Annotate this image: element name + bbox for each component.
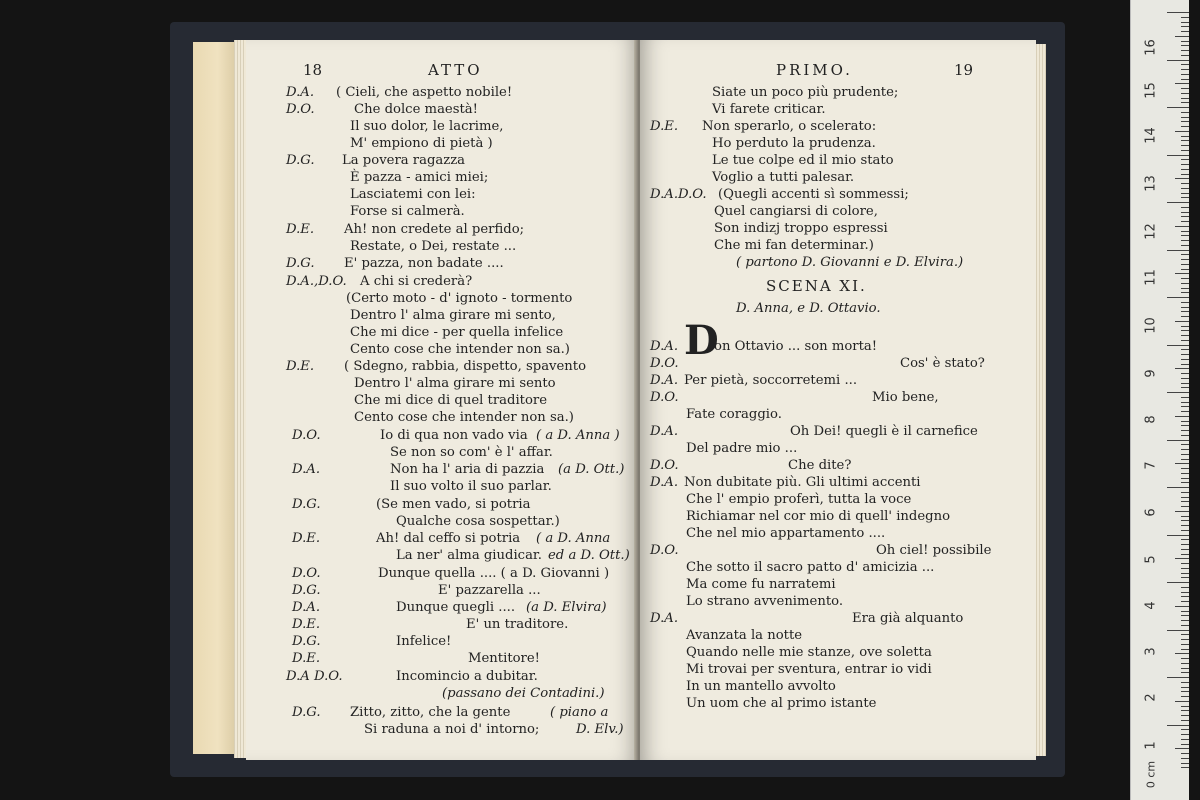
page-stack-left	[234, 40, 246, 758]
ruler-tick	[1181, 359, 1189, 360]
verse-line: (Quegli accenti sì sommessi;	[718, 187, 909, 202]
ruler-tick	[1181, 729, 1189, 730]
ruler-tick	[1181, 216, 1189, 217]
speaker: D.A D.O.	[286, 669, 343, 684]
speaker: D.O.	[650, 458, 679, 473]
ruler-tick	[1175, 321, 1189, 322]
verse-line: Il suo dolor, le lacrime,	[350, 119, 504, 134]
speaker: D.O.	[650, 356, 679, 371]
ruler-tick	[1181, 174, 1189, 175]
ruler-tick	[1181, 658, 1189, 659]
verse-line: Non ha l' aria di pazzia	[390, 462, 545, 477]
ruler-tick	[1181, 411, 1189, 412]
ruler-tick	[1181, 26, 1189, 27]
speaker: D.O.	[650, 390, 679, 405]
verse-line: La ner' alma giudicar.	[396, 548, 542, 563]
ruler-tick	[1181, 22, 1189, 23]
ruler-tick	[1181, 444, 1189, 445]
ruler-tick	[1181, 516, 1189, 517]
ruler-number: 5	[1143, 555, 1159, 564]
ruler-number: 3	[1143, 647, 1159, 656]
verse-line: Che dolce maestà!	[354, 102, 478, 117]
speaker: D.A.	[650, 339, 679, 354]
ruler-tick	[1181, 136, 1189, 137]
ruler-tick	[1181, 435, 1189, 436]
speaker: D.G.	[292, 634, 321, 649]
verse-line: Quel cangiarsi di colore,	[714, 204, 878, 219]
verse-line: Un uom che al primo istante	[686, 696, 877, 711]
ruler-tick	[1175, 36, 1189, 37]
ruler-tick	[1181, 549, 1189, 550]
ruler-number: 13	[1143, 175, 1159, 192]
ruler-tick	[1181, 706, 1189, 707]
verse-line: Oh Dei! quegli è il carnefice	[790, 424, 978, 439]
right-page	[640, 40, 1036, 760]
ruler-tick	[1181, 577, 1189, 578]
verse-line: In un mantello avvolto	[686, 679, 836, 694]
ruler-tick	[1175, 226, 1189, 227]
stage-direction: ( partono D. Giovanni e D. Elvira.)	[736, 255, 964, 270]
ruler-tick	[1181, 539, 1189, 540]
ruler-tick	[1181, 373, 1189, 374]
ruler-tick	[1181, 696, 1189, 697]
left-page	[246, 40, 638, 760]
verse-line: E' pazzarella ...	[438, 583, 541, 598]
ruler-tick	[1181, 193, 1189, 194]
ruler-number: 8	[1143, 415, 1159, 424]
speaker: D.G.	[286, 153, 315, 168]
verse-line: (Se men vado, si potria	[376, 497, 531, 512]
verse-line: Le tue colpe ed il mio stato	[712, 153, 894, 168]
ruler-tick	[1181, 649, 1189, 650]
ruler-number: 10	[1143, 317, 1159, 334]
ruler-tick	[1181, 159, 1189, 160]
ruler-tick	[1181, 544, 1189, 545]
ruler-tick	[1181, 644, 1189, 645]
ruler-tick	[1167, 392, 1189, 393]
ruler-tick	[1167, 250, 1189, 251]
verse-line: Infelice!	[396, 634, 452, 649]
ruler-tick	[1181, 254, 1189, 255]
ruler-tick	[1181, 93, 1189, 94]
ruler-tick	[1181, 102, 1189, 103]
verse-line: Mio bene,	[872, 390, 939, 405]
ruler-tick	[1167, 725, 1189, 726]
ruler-tick	[1181, 64, 1189, 65]
ruler-tick	[1175, 511, 1189, 512]
verse-line: Richiamar nel cor mio di quell' indegno	[686, 509, 951, 524]
ruler-tick	[1181, 478, 1189, 479]
verse-line: La povera ragazza	[342, 153, 466, 168]
stage-direction: D. Elv.)	[576, 722, 624, 737]
verse-line: Incomincio a dubitar.	[396, 669, 538, 684]
ruler-tick	[1181, 402, 1189, 403]
ruler-tick	[1181, 387, 1189, 388]
ruler-tick	[1181, 497, 1189, 498]
ruler-tick	[1181, 734, 1189, 735]
verse-line: Che mi dice - per quella infelice	[350, 325, 564, 340]
verse-line: Qualche cosa sospettar.)	[396, 514, 560, 529]
ruler-tick	[1181, 639, 1189, 640]
ruler-tick	[1181, 354, 1189, 355]
ruler-tick	[1181, 245, 1189, 246]
ruler-tick	[1181, 126, 1189, 127]
ruler-tick	[1181, 164, 1189, 165]
verse-line: Si raduna a noi d' intorno;	[364, 722, 540, 737]
ruler-tick	[1181, 715, 1189, 716]
ruler-tick	[1181, 672, 1189, 673]
speaker: D.A.	[286, 85, 315, 100]
ruler-tick	[1181, 207, 1189, 208]
ruler-tick	[1175, 178, 1189, 179]
ruler-tick	[1175, 368, 1189, 369]
ruler-tick	[1181, 283, 1189, 284]
ruler-tick	[1181, 739, 1189, 740]
verse-line: Oh ciel! possibile	[876, 543, 992, 558]
verse-line: Lasciatemi con lei:	[350, 187, 476, 202]
ruler-tick	[1181, 311, 1189, 312]
verse-line: Zitto, zitto, che la gente	[350, 705, 511, 720]
ruler-tick	[1181, 121, 1189, 122]
speaker: D.A.	[650, 424, 679, 439]
ruler-tick	[1181, 620, 1189, 621]
left-page-number: 18	[303, 61, 323, 79]
ruler-tick	[1181, 682, 1189, 683]
ruler-tick	[1181, 169, 1189, 170]
ruler-tick	[1181, 449, 1189, 450]
ruler-tick	[1167, 107, 1189, 108]
ruler-number: 1	[1143, 741, 1159, 750]
ruler-tick	[1181, 50, 1189, 51]
verse-line: Fate coraggio.	[686, 407, 782, 422]
ruler-tick	[1181, 563, 1189, 564]
verse-line: Se non so com' è l' affar.	[390, 445, 553, 460]
ruler-tick	[1181, 17, 1189, 18]
ruler-unit-label: 0 cm	[1144, 760, 1158, 789]
verse-line: Cos' è stato?	[900, 356, 985, 371]
verse-line: Siate un poco più prudente;	[712, 85, 899, 100]
verse-line: M' empiono di pietà )	[350, 136, 493, 151]
ruler-tick	[1181, 573, 1189, 574]
verse-line: Io di qua non vado via	[380, 428, 528, 443]
ruler-tick	[1181, 269, 1189, 270]
ruler-tick	[1181, 611, 1189, 612]
ruler-tick	[1181, 150, 1189, 151]
verse-line: Cento cose che intender non sa.)	[350, 342, 570, 357]
ruler-tick	[1181, 330, 1189, 331]
ruler-tick	[1181, 364, 1189, 365]
ruler-tick	[1181, 421, 1189, 422]
stage-direction: (a D. Elvira)	[526, 600, 607, 615]
ruler-tick	[1181, 506, 1189, 507]
ruler-tick	[1181, 288, 1189, 289]
speaker: D.E.	[650, 119, 679, 134]
speaker: D.A.D.O.	[650, 187, 707, 202]
verse-line: Del padre mio ...	[686, 441, 798, 456]
ruler-tick	[1181, 188, 1189, 189]
ruler-tick	[1181, 482, 1189, 483]
ruler-tick	[1181, 340, 1189, 341]
ruler-tick	[1181, 596, 1189, 597]
ruler-tick	[1181, 302, 1189, 303]
ruler-tick	[1181, 221, 1189, 222]
verse-line: ( Sdegno, rabbia, dispetto, spavento	[344, 359, 587, 374]
verse-line: Cento cose che intender non sa.)	[354, 410, 574, 425]
verse-line: E' un traditore.	[466, 617, 569, 632]
ruler-tick	[1181, 112, 1189, 113]
verse-line: Ma come fu narratemi	[686, 577, 836, 592]
speaker: D.O.	[286, 102, 315, 117]
speaker: D.A.	[650, 475, 679, 490]
ruler-tick	[1167, 60, 1189, 61]
verse-line: on Ottavio ... son morta!	[714, 339, 878, 354]
verse-line: A chi si crederà?	[360, 274, 473, 289]
ruler-tick	[1181, 473, 1189, 474]
ruler-tick	[1181, 183, 1189, 184]
ruler-tick	[1181, 335, 1189, 336]
ruler-tick	[1167, 345, 1189, 346]
ruler-tick	[1181, 687, 1189, 688]
verse-line: Dentro l' alma girare mi sento,	[350, 308, 556, 323]
verse-line: Dunque quella .... ( a D. Giovanni )	[378, 566, 610, 581]
ruler-tick	[1181, 212, 1189, 213]
speaker: D.A.	[292, 600, 321, 615]
ruler-tick	[1181, 326, 1189, 327]
verse-line: Non dubitate più. Gli ultimi accenti	[684, 475, 921, 490]
speaker: D.E.	[286, 222, 315, 237]
ruler-tick	[1181, 454, 1189, 455]
ruler-tick	[1175, 416, 1189, 417]
speaker: D.G.	[292, 583, 321, 598]
drop-capital: D	[684, 317, 719, 364]
ruler-tick	[1181, 492, 1189, 493]
ruler-tick	[1181, 459, 1189, 460]
verse-line: Lo strano avvenimento.	[686, 594, 844, 609]
ruler-tick	[1175, 131, 1189, 132]
right-running-head: PRIMO.	[776, 61, 853, 79]
ruler-tick	[1181, 530, 1189, 531]
verse-line: Forse si calmerà.	[350, 204, 465, 219]
ruler-number: 15	[1143, 82, 1159, 99]
speaker: D.G.	[292, 705, 321, 720]
ruler-tick	[1181, 668, 1189, 669]
ruler-tick	[1181, 140, 1189, 141]
verse-line: Che mi dice di quel traditore	[354, 393, 548, 408]
ruler-tick	[1181, 69, 1189, 70]
verse-line: E' pazza, non badate ....	[344, 256, 504, 271]
ruler-tick	[1175, 606, 1189, 607]
speaker: D.G.	[286, 256, 315, 271]
ruler-tick	[1181, 710, 1189, 711]
ruler-number: 2	[1143, 693, 1159, 702]
speaker: D.E.	[292, 617, 321, 632]
verse-line: Che mi fan determinar.)	[714, 238, 874, 253]
verse-line: Dunque quegli ....	[396, 600, 516, 615]
stage-direction: ( a D. Anna	[536, 531, 611, 546]
ruler-tick	[1181, 41, 1189, 42]
cover-edge	[193, 42, 238, 754]
ruler-tick	[1181, 292, 1189, 293]
ruler-tick	[1181, 601, 1189, 602]
ruler-tick	[1181, 587, 1189, 588]
speaker: D.E.	[292, 651, 321, 666]
ruler-tick	[1181, 430, 1189, 431]
ruler-tick	[1167, 582, 1189, 583]
speaker: D.A.,D.O.	[286, 274, 347, 289]
ruler-tick	[1167, 535, 1189, 536]
ruler-number: 14	[1143, 127, 1159, 144]
ruler-tick	[1167, 155, 1189, 156]
ruler-tick	[1181, 88, 1189, 89]
speaker: D.A.	[292, 462, 321, 477]
ruler-tick	[1181, 259, 1189, 260]
ruler-tick	[1167, 630, 1189, 631]
ruler-tick	[1181, 378, 1189, 379]
ruler-tick	[1181, 31, 1189, 32]
ruler-tick	[1181, 235, 1189, 236]
ruler-tick	[1181, 98, 1189, 99]
ruler-tick	[1181, 231, 1189, 232]
ruler-tick	[1181, 397, 1189, 398]
verse-line: Mentitore!	[468, 651, 540, 666]
ruler-tick	[1175, 83, 1189, 84]
verse-line: Che dite?	[788, 458, 852, 473]
verse-line: Che nel mio appartamento ....	[686, 526, 886, 541]
ruler-tick	[1181, 468, 1189, 469]
ruler-tick	[1181, 568, 1189, 569]
stage-direction: ( piano a	[550, 705, 609, 720]
measuring-ruler	[1130, 0, 1189, 800]
ruler-tick	[1175, 701, 1189, 702]
ruler-tick	[1181, 316, 1189, 317]
ruler-tick	[1181, 406, 1189, 407]
verse-line: Son indizj troppo espressi	[714, 221, 888, 236]
verse-line: Il suo volto il suo parlar.	[390, 479, 552, 494]
verse-line: ( Cieli, che aspetto nobile!	[336, 85, 513, 100]
ruler-tick	[1181, 744, 1189, 745]
ruler-tick	[1181, 197, 1189, 198]
verse-line: Ah! non credete al perfido;	[344, 222, 525, 237]
ruler-tick	[1181, 634, 1189, 635]
ruler-tick	[1181, 663, 1189, 664]
ruler-tick	[1181, 758, 1189, 759]
verse-line: Ho perduto la prudenza.	[712, 136, 876, 151]
speaker: D.E.	[286, 359, 315, 374]
ruler-tick	[1181, 554, 1189, 555]
speaker: D.G.	[292, 497, 321, 512]
ruler-tick	[1181, 767, 1189, 768]
ruler-tick	[1181, 79, 1189, 80]
ruler-tick	[1175, 748, 1189, 749]
ruler-tick	[1175, 558, 1189, 559]
ruler-tick	[1181, 520, 1189, 521]
ruler-tick	[1181, 383, 1189, 384]
ruler-tick	[1181, 763, 1189, 764]
ruler-tick	[1181, 74, 1189, 75]
ruler-tick	[1181, 307, 1189, 308]
verse-line: Per pietà, soccorretemi ...	[684, 373, 858, 388]
ruler-tick	[1167, 202, 1189, 203]
ruler-tick	[1181, 264, 1189, 265]
ruler-tick	[1167, 487, 1189, 488]
ruler-number: 7	[1143, 461, 1159, 470]
ruler-tick	[1181, 525, 1189, 526]
ruler-number: 11	[1143, 269, 1159, 286]
ruler-tick	[1181, 425, 1189, 426]
speaker: D.O.	[292, 566, 321, 581]
verse-line: Dentro l' alma girare mi sento	[354, 376, 556, 391]
left-running-head: ATTO	[428, 61, 483, 79]
speaker: D.O.	[292, 428, 321, 443]
ruler-number: 16	[1143, 39, 1159, 56]
scene-title: SCENA XI.	[766, 277, 867, 295]
verse-line: Non sperarlo, o scelerato:	[702, 119, 877, 134]
stage-direction: (passano dei Contadini.)	[442, 686, 605, 701]
ruler-tick	[1181, 691, 1189, 692]
ruler-tick	[1181, 117, 1189, 118]
verse-line: Che sotto il sacro patto d' amicizia ...	[686, 560, 935, 575]
ruler-tick	[1181, 720, 1189, 721]
ruler-tick	[1181, 240, 1189, 241]
stage-direction: (a D. Ott.)	[558, 462, 625, 477]
ruler-tick	[1181, 55, 1189, 56]
ruler-tick	[1181, 625, 1189, 626]
speaker: D.O.	[650, 543, 679, 558]
ruler-tick	[1175, 463, 1189, 464]
ruler-tick	[1175, 273, 1189, 274]
ruler-tick	[1167, 297, 1189, 298]
verse-line: (Certo moto - d' ignoto - tormento	[346, 291, 573, 306]
ruler-tick	[1181, 278, 1189, 279]
verse-line: Vi farete criticar.	[712, 102, 826, 117]
verse-line: Ah! dal ceffo si potria	[376, 531, 521, 546]
ruler-number: 9	[1143, 369, 1159, 378]
ruler-number: 6	[1143, 508, 1159, 517]
ruler-tick	[1181, 615, 1189, 616]
verse-line: Avanzata la notte	[686, 628, 803, 643]
speaker: D.A.	[650, 373, 679, 388]
verse-line: Che l' empio proferì, tutta la voce	[686, 492, 912, 507]
ruler-tick	[1167, 440, 1189, 441]
ruler-tick	[1181, 592, 1189, 593]
ruler-tick	[1181, 45, 1189, 46]
verse-line: Quando nelle mie stanze, ove soletta	[686, 645, 932, 660]
ruler-tick	[1181, 501, 1189, 502]
stage-direction: ed a D. Ott.)	[548, 548, 630, 563]
ruler-tick	[1181, 753, 1189, 754]
right-page-number: 19	[954, 61, 974, 79]
ruler-tick	[1175, 653, 1189, 654]
ruler-tick	[1181, 349, 1189, 350]
verse-line: È pazza - amici miei;	[350, 170, 489, 185]
verse-line: Era già alquanto	[852, 611, 964, 626]
speaker: D.E.	[292, 531, 321, 546]
page-stack-right	[1036, 44, 1046, 756]
ruler-tick	[1167, 677, 1189, 678]
verse-line: Mi trovai per sventura, entrar io vidi	[686, 662, 932, 677]
stage-direction: ( a D. Anna )	[536, 428, 620, 443]
verse-line: Voglio a tutti palesar.	[712, 170, 855, 185]
ruler-number: 4	[1143, 601, 1159, 610]
ruler-number: 12	[1143, 223, 1159, 240]
verse-line: Restate, o Dei, restate ...	[350, 239, 517, 254]
ruler-tick	[1181, 145, 1189, 146]
scene-characters: D. Anna, e D. Ottavio.	[736, 301, 881, 316]
ruler-tick	[1167, 12, 1189, 13]
speaker: D.A.	[650, 611, 679, 626]
